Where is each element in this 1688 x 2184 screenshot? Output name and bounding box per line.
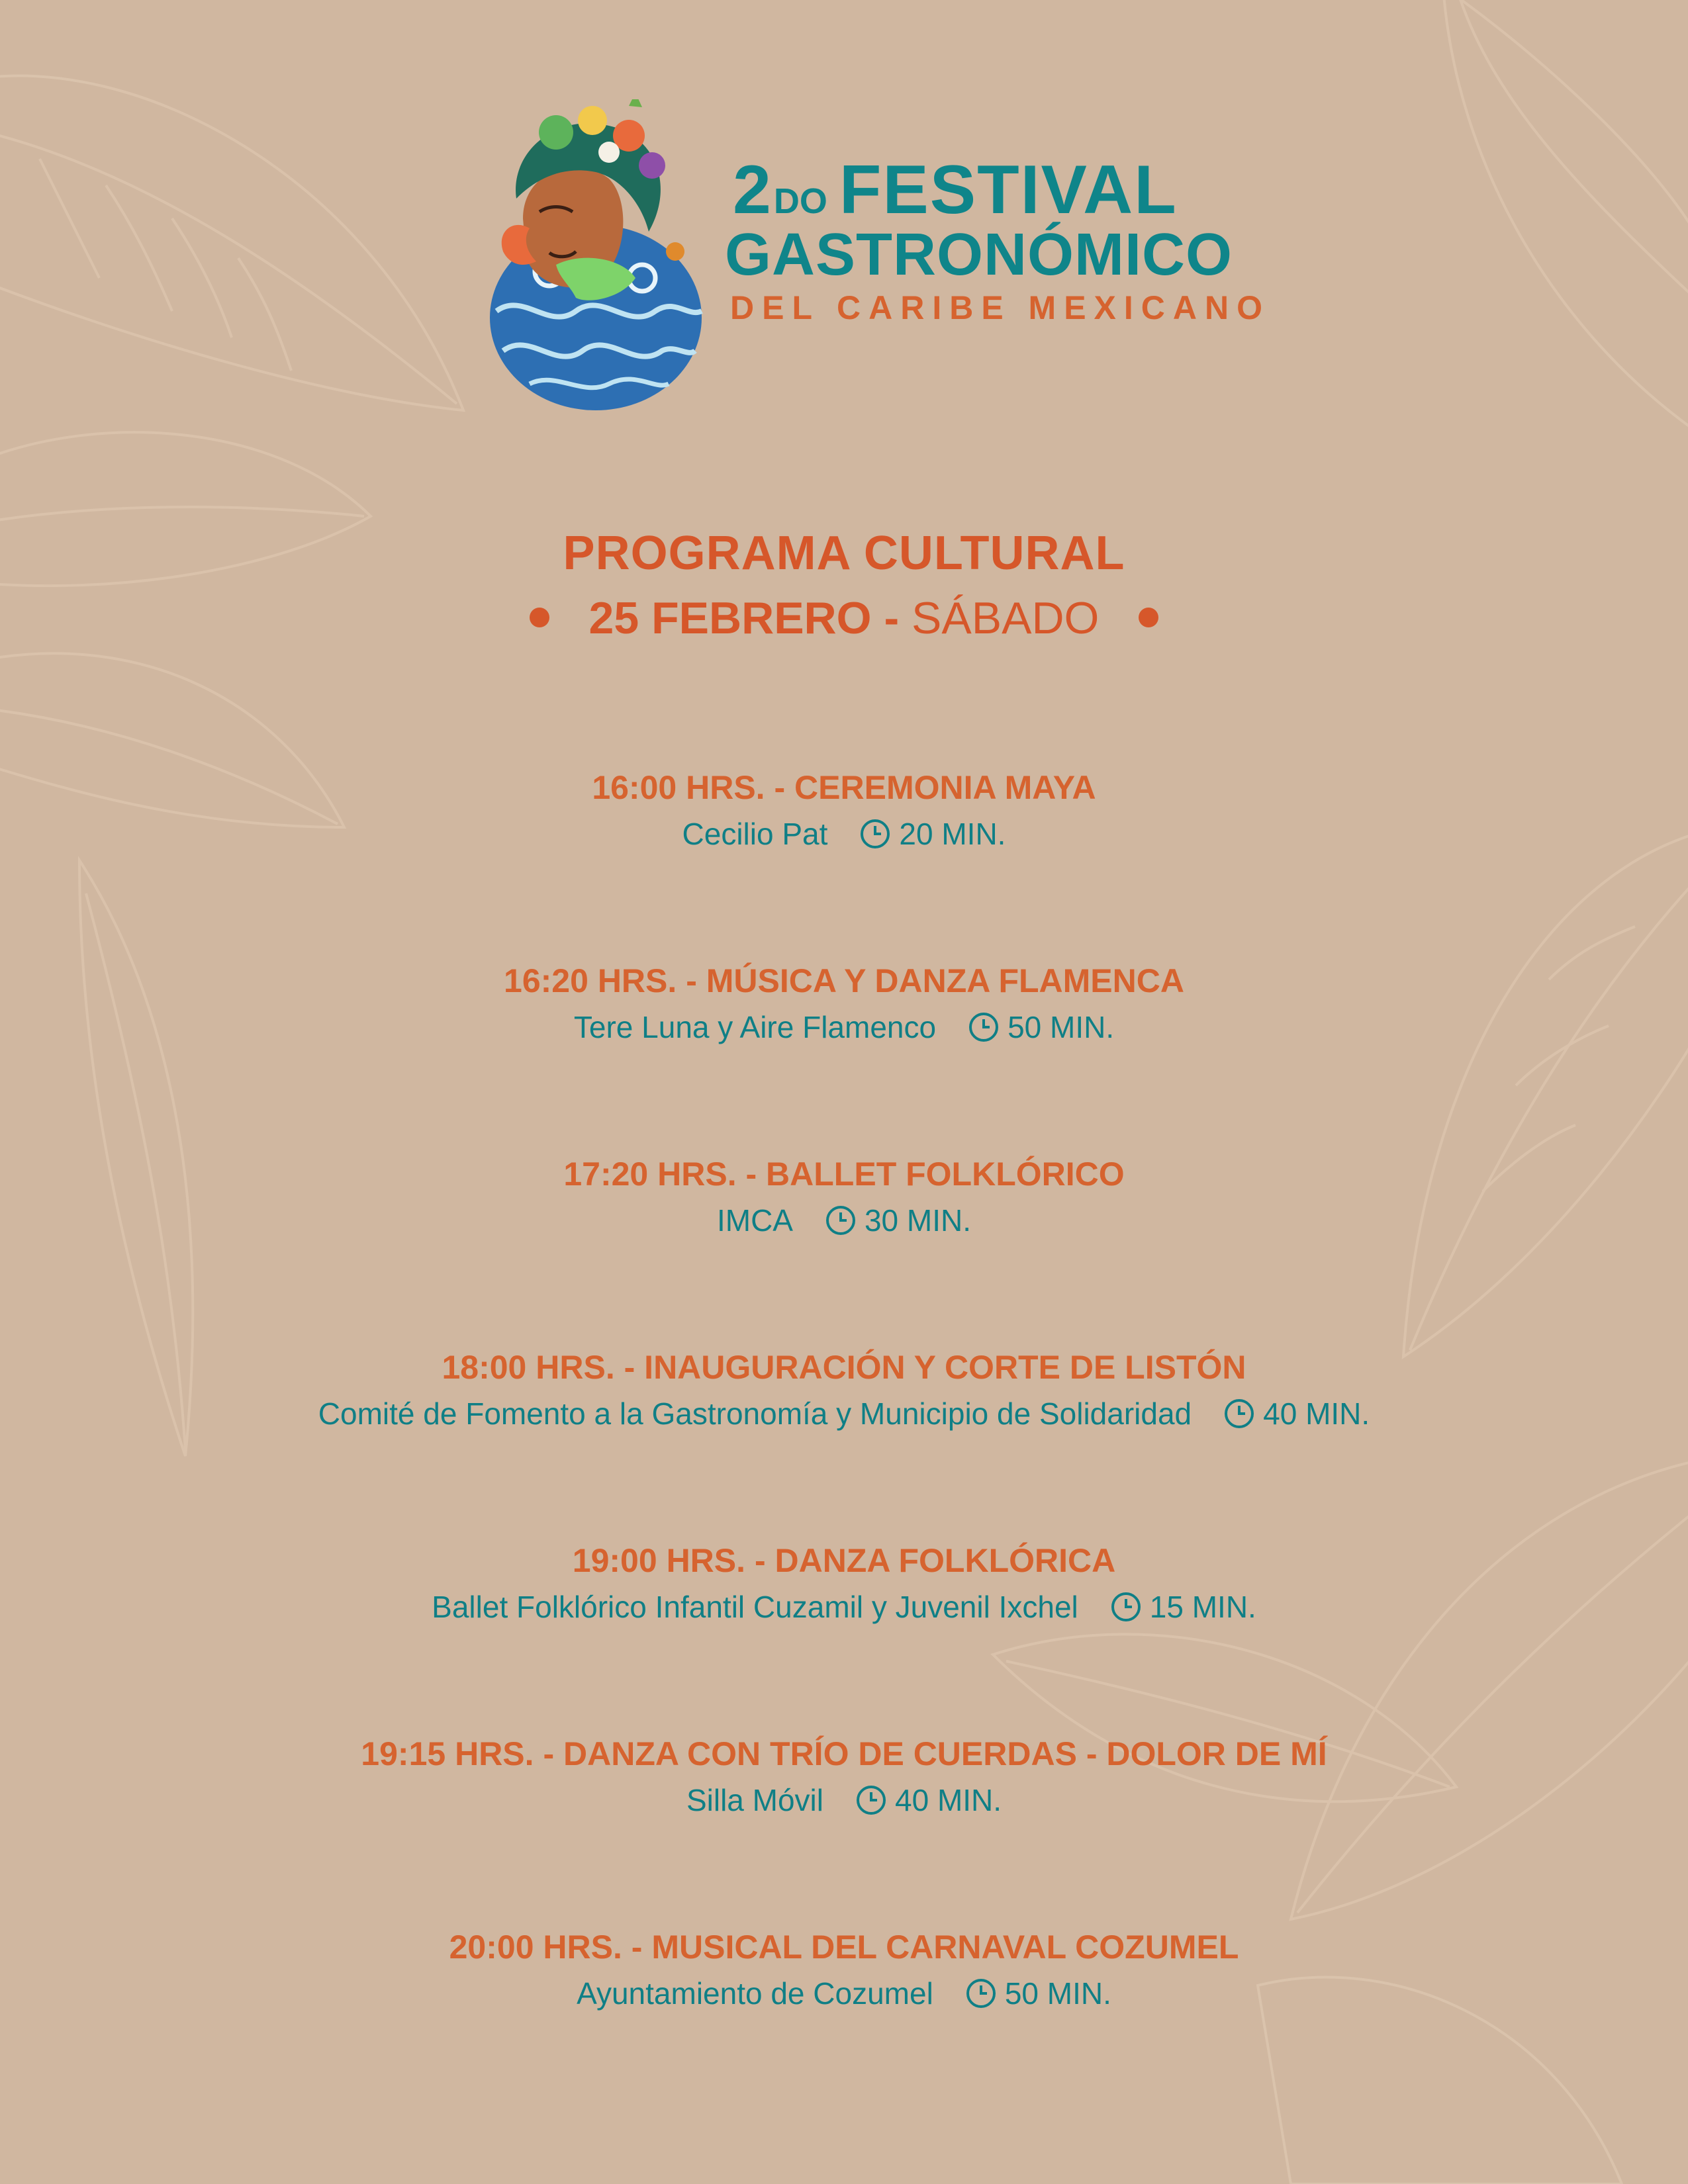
event-duration: 30 MIN.	[864, 1203, 972, 1238]
event-time: 19:00	[572, 1542, 657, 1579]
schedule-item	[0, 1737, 1688, 1819]
schedule-item	[0, 1931, 1688, 2012]
event-title: - DANZA CON TRÍO DE CUERDAS - DOLOR DE MÍ	[543, 1735, 1327, 1772]
event-time: 20:00	[449, 1929, 534, 1966]
event-performer: Ballet Folklórico Infantil Cuzamil y Juvenil Ixchel	[432, 1590, 1078, 1624]
event-duration: 40 MIN.	[895, 1783, 1002, 1817]
event-details-line	[0, 1205, 1688, 1239]
logo-line-2: GASTRONÓMICO	[725, 222, 1233, 288]
event-time: 17:20	[563, 1156, 649, 1193]
event-title: - MÚSICA Y DANZA FLAMENCA	[686, 962, 1184, 999]
date-number: 25	[588, 593, 639, 643]
page-title: PROGRAMA CULTURAL	[563, 527, 1125, 580]
event-hrs: HRS.	[657, 1156, 737, 1193]
event-title-line	[0, 771, 1688, 804]
schedule-item	[0, 1158, 1688, 1239]
event-title-line	[0, 964, 1688, 997]
event-hrs: HRS.	[536, 1349, 615, 1386]
event-hrs: HRS.	[455, 1735, 534, 1772]
event-title-line	[0, 1351, 1688, 1384]
event-title: - BALLET FOLKLÓRICO	[745, 1156, 1125, 1193]
event-duration: 20 MIN.	[899, 817, 1006, 851]
event-time: 18:00	[442, 1349, 527, 1386]
clock-icon	[859, 818, 891, 850]
event-performer: Cecilio Pat	[682, 817, 828, 851]
schedule-item	[0, 1351, 1688, 1432]
event-title-line	[0, 1737, 1688, 1770]
event-hrs: HRS.	[597, 962, 677, 999]
date-weekday: SÁBADO	[912, 593, 1100, 643]
logo-ordinal-suffix: DO	[773, 181, 827, 221]
event-time: 19:15	[361, 1735, 446, 1772]
event-performer: Ayuntamiento de Cozumel	[577, 1976, 933, 2011]
logo-line-1	[733, 152, 1178, 228]
date-month: FEBRERO	[651, 593, 872, 643]
event-title: - DANZA FOLKLÓRICA	[754, 1542, 1116, 1579]
event-title-line	[0, 1931, 1688, 1964]
logo-festival-word: FESTIVAL	[839, 152, 1178, 228]
event-time: 16:20	[504, 962, 588, 999]
event-time: 16:00	[592, 769, 677, 806]
event-title-line	[0, 1158, 1688, 1191]
event-performer: Silla Móvil	[686, 1783, 823, 1817]
schedule-item	[0, 771, 1688, 852]
logo-line-3: DEL CARIBE MEXICANO	[730, 289, 1271, 326]
event-performer: Tere Luna y Aire Flamenco	[573, 1010, 937, 1044]
event-duration: 50 MIN.	[1008, 1010, 1115, 1044]
event-hrs: HRS.	[666, 1542, 746, 1579]
festival-logo-wordmark	[725, 152, 1271, 334]
event-duration: 15 MIN.	[1149, 1590, 1256, 1624]
bullet-dot-left	[530, 608, 549, 627]
event-hrs: HRS.	[543, 1929, 622, 1966]
event-performer: Comité de Fomento a la Gastronomía y Municipio de Solidaridad	[318, 1396, 1192, 1431]
event-details-line	[0, 1012, 1688, 1046]
clock-icon	[968, 1011, 1000, 1043]
date-separator: -	[884, 593, 900, 643]
event-duration: 40 MIN.	[1263, 1396, 1370, 1431]
schedule-item	[0, 964, 1688, 1046]
event-details-line	[0, 819, 1688, 852]
event-title: - INAUGURACIÓN Y CORTE DE LISTÓN	[624, 1349, 1246, 1386]
festival-logo-illustration	[477, 99, 715, 417]
event-duration: 50 MIN.	[1004, 1976, 1111, 2011]
schedule-item	[0, 1544, 1688, 1625]
clock-icon	[1223, 1398, 1255, 1430]
clock-icon	[965, 1978, 997, 2009]
date-line	[0, 593, 1688, 643]
clock-icon	[825, 1205, 857, 1236]
bullet-dot-right	[1139, 608, 1158, 627]
logo-number: 2	[733, 152, 771, 228]
event-details-line	[0, 1978, 1688, 2012]
event-details-line	[0, 1785, 1688, 1819]
event-details-line	[0, 1592, 1688, 1625]
event-title-line	[0, 1544, 1688, 1577]
event-details-line	[0, 1398, 1688, 1432]
event-hrs: HRS.	[686, 769, 765, 806]
clock-icon	[1110, 1591, 1142, 1623]
clock-icon	[855, 1784, 887, 1816]
event-title: - MUSICAL DEL CARNAVAL COZUMEL	[631, 1929, 1239, 1966]
event-performer: IMCA	[716, 1203, 793, 1238]
event-title: - CEREMONIA MAYA	[774, 769, 1096, 806]
